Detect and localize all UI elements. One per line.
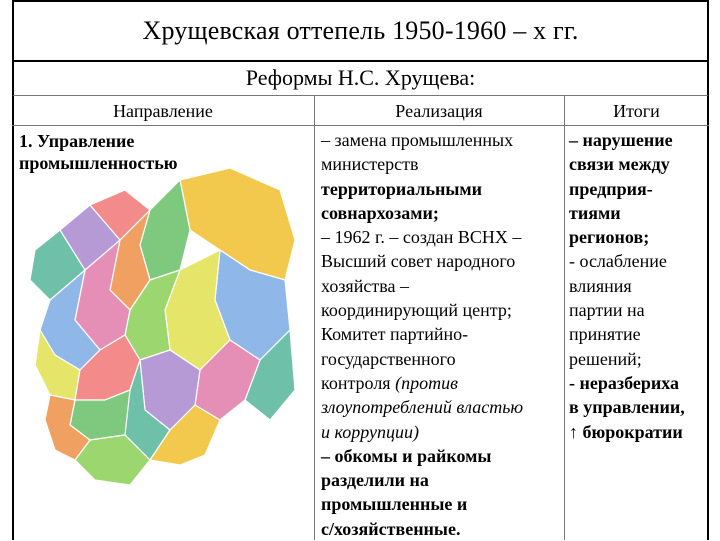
table-header-row <box>12 96 709 126</box>
results-line: – нарушение <box>569 130 673 150</box>
realization-line-plain: контроля <box>321 372 396 393</box>
column-divider <box>314 96 315 540</box>
map-region <box>140 180 190 280</box>
realization-line: разделили на <box>321 470 429 491</box>
realization-line <box>321 371 557 395</box>
results-line: предприя- <box>569 178 653 199</box>
realization-line: совнархозами; <box>321 202 439 223</box>
title-row <box>12 0 709 62</box>
realization-line: государственного <box>321 348 456 369</box>
realization-line: с/хозяйственные. <box>321 518 461 539</box>
subtitle-row <box>12 60 709 96</box>
direction-line: промышленностью <box>19 153 178 173</box>
results-line: - неразбериха <box>569 372 679 393</box>
realization-cell <box>321 128 557 541</box>
realization-line: – 1962 г. – создан ВСНХ – <box>321 227 522 248</box>
results-line: ↑ бюрократии <box>569 421 683 442</box>
realization-line: Комитет партийно- <box>321 324 469 345</box>
results-line: тиями <box>569 202 621 223</box>
column-header-realization: Реализация <box>395 100 483 121</box>
results-line: регионов; <box>569 227 650 248</box>
column-header-direction: Направление <box>113 100 213 121</box>
results-line: решений; <box>569 348 642 369</box>
results-line: партии на <box>569 300 645 321</box>
realization-line: координирующий центр; <box>321 300 512 321</box>
realization-line: Высший совет народного <box>321 251 516 272</box>
results-line: - ослабление <box>569 251 667 272</box>
realization-line: – обкомы и райкомы <box>321 445 492 466</box>
results-cell <box>569 128 709 444</box>
realization-line: злоупотреблений властью <box>321 397 524 418</box>
column-divider <box>564 96 565 540</box>
results-line: в управлении, <box>569 397 685 418</box>
column-header-results: Итоги <box>613 100 660 121</box>
results-line: связи между <box>569 154 670 175</box>
realization-line: хозяйства – <box>321 275 409 296</box>
realization-line: промышленные и <box>321 494 468 515</box>
realization-line: – замена промышленных <box>321 130 514 150</box>
realization-line: территориальными <box>321 178 483 199</box>
realization-line: министерств <box>321 154 419 175</box>
ussr-map-image <box>30 160 300 490</box>
realization-line: и коррупции) <box>321 421 419 442</box>
page-subtitle: Реформы Н.С. Хрущева: <box>245 64 476 90</box>
results-line: принятие <box>569 324 641 345</box>
results-line: влияния <box>569 275 632 296</box>
page-title: Хрущевская оттепель 1950-1960 – х гг. <box>142 16 579 45</box>
realization-line-italic: (против <box>395 372 458 393</box>
direction-line: 1. Управление <box>19 131 135 151</box>
